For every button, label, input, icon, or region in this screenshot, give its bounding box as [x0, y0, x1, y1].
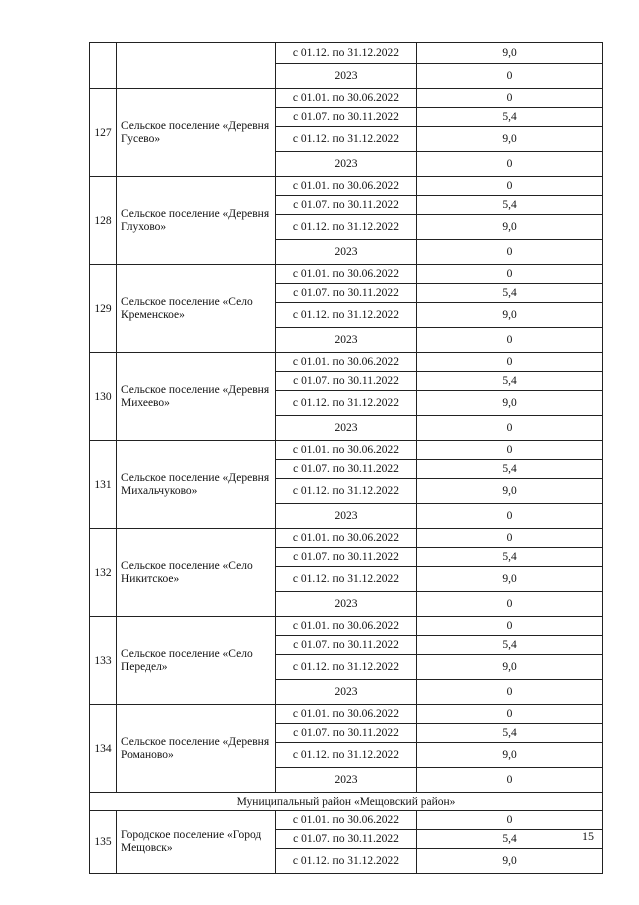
table-row — [90, 89, 603, 108]
value-cell: 9,0 — [417, 303, 603, 328]
period-cell: с 01.12. по 31.12.2022 — [276, 43, 417, 64]
value-cell: 0 — [417, 177, 603, 196]
period-cell: с 01.07. по 30.11.2022 — [276, 830, 417, 849]
value-cell: 0 — [417, 240, 603, 265]
value-cell: 5,4 — [417, 724, 603, 743]
value-cell: 0 — [417, 89, 603, 108]
table-row — [90, 441, 603, 460]
value-cell: 5,4 — [417, 460, 603, 479]
period-cell: с 01.01. по 30.06.2022 — [276, 177, 417, 196]
row-number: 134 — [90, 705, 117, 793]
tariff-table-body — [90, 43, 603, 874]
value-cell: 0 — [417, 152, 603, 177]
row-number: 127 — [90, 89, 117, 177]
period-cell: с 01.01. по 30.06.2022 — [276, 529, 417, 548]
period-cell: 2023 — [276, 680, 417, 705]
value-cell: 9,0 — [417, 43, 603, 64]
tariff-table — [89, 42, 603, 874]
row-number: 133 — [90, 617, 117, 705]
table-row — [90, 43, 603, 64]
value-cell: 5,4 — [417, 108, 603, 127]
value-cell: 9,0 — [417, 655, 603, 680]
period-cell: с 01.07. по 30.11.2022 — [276, 548, 417, 567]
table-row — [90, 705, 603, 724]
value-cell: 0 — [417, 705, 603, 724]
row-number: 130 — [90, 353, 117, 441]
value-cell: 0 — [417, 64, 603, 89]
page-number: 15 — [582, 829, 594, 843]
period-cell: с 01.07. по 30.11.2022 — [276, 196, 417, 215]
period-cell: с 01.07. по 30.11.2022 — [276, 372, 417, 391]
period-cell: с 01.12. по 31.12.2022 — [276, 127, 417, 152]
table-row — [90, 353, 603, 372]
section-title: Муниципальный район «Мещовский район» — [90, 793, 603, 811]
section-row — [90, 793, 603, 811]
settlement-name: Сельское поселение «Деревня Михальчуково» — [117, 441, 276, 529]
period-cell: с 01.01. по 30.06.2022 — [276, 617, 417, 636]
period-cell: с 01.01. по 30.06.2022 — [276, 265, 417, 284]
value-cell: 0 — [417, 265, 603, 284]
period-cell: 2023 — [276, 328, 417, 353]
period-cell: 2023 — [276, 64, 417, 89]
settlement-name: Сельское поселение «Деревня Гусево» — [117, 89, 276, 177]
period-cell: с 01.01. по 30.06.2022 — [276, 353, 417, 372]
period-cell: с 01.12. по 31.12.2022 — [276, 655, 417, 680]
value-cell: 5,4 — [417, 372, 603, 391]
settlement-name: Городское поселение «Город Мещовск» — [117, 811, 276, 874]
settlement-name: Сельское поселение «Деревня Глухово» — [117, 177, 276, 265]
period-cell: с 01.12. по 31.12.2022 — [276, 743, 417, 768]
table-row — [90, 617, 603, 636]
value-cell: 9,0 — [417, 127, 603, 152]
value-cell: 0 — [417, 617, 603, 636]
value-cell: 0 — [417, 592, 603, 617]
settlement-name: Сельское поселение «Деревня Михеево» — [117, 353, 276, 441]
period-cell: 2023 — [276, 240, 417, 265]
table-row — [90, 265, 603, 284]
row-number — [90, 43, 117, 89]
period-cell: с 01.12. по 31.12.2022 — [276, 391, 417, 416]
period-cell: 2023 — [276, 504, 417, 529]
value-cell: 0 — [417, 328, 603, 353]
row-number: 132 — [90, 529, 117, 617]
period-cell: с 01.07. по 30.11.2022 — [276, 636, 417, 655]
period-cell: с 01.01. по 30.06.2022 — [276, 811, 417, 830]
period-cell: с 01.01. по 30.06.2022 — [276, 441, 417, 460]
period-cell: с 01.12. по 31.12.2022 — [276, 303, 417, 328]
value-cell: 9,0 — [417, 849, 603, 874]
settlement-name: Сельское поселение «Село Никитское» — [117, 529, 276, 617]
period-cell: с 01.12. по 31.12.2022 — [276, 849, 417, 874]
period-cell: с 01.01. по 30.06.2022 — [276, 89, 417, 108]
period-cell: 2023 — [276, 152, 417, 177]
value-cell: 5,4 — [417, 548, 603, 567]
value-cell: 0 — [417, 416, 603, 441]
value-cell: 0 — [417, 811, 603, 830]
value-cell: 5,4 — [417, 284, 603, 303]
value-cell: 9,0 — [417, 215, 603, 240]
value-cell: 5,4 — [417, 196, 603, 215]
value-cell: 5,4 — [417, 830, 603, 849]
table-row — [90, 177, 603, 196]
table-row — [90, 529, 603, 548]
period-cell: 2023 — [276, 592, 417, 617]
row-number: 135 — [90, 811, 117, 874]
value-cell: 0 — [417, 353, 603, 372]
period-cell: с 01.12. по 31.12.2022 — [276, 479, 417, 504]
value-cell: 9,0 — [417, 567, 603, 592]
settlement-name — [117, 43, 276, 89]
period-cell: с 01.07. по 30.11.2022 — [276, 724, 417, 743]
period-cell: с 01.12. по 31.12.2022 — [276, 567, 417, 592]
period-cell: с 01.07. по 30.11.2022 — [276, 108, 417, 127]
row-number: 131 — [90, 441, 117, 529]
settlement-name: Сельское поселение «Село Передел» — [117, 617, 276, 705]
row-number: 129 — [90, 265, 117, 353]
period-cell: с 01.07. по 30.11.2022 — [276, 460, 417, 479]
value-cell: 5,4 — [417, 636, 603, 655]
period-cell: с 01.01. по 30.06.2022 — [276, 705, 417, 724]
value-cell: 0 — [417, 529, 603, 548]
period-cell: с 01.12. по 31.12.2022 — [276, 215, 417, 240]
value-cell: 0 — [417, 768, 603, 793]
settlement-name: Сельское поселение «Деревня Романово» — [117, 705, 276, 793]
value-cell: 9,0 — [417, 479, 603, 504]
row-number: 128 — [90, 177, 117, 265]
period-cell: 2023 — [276, 768, 417, 793]
table-row — [90, 811, 603, 830]
period-cell: с 01.07. по 30.11.2022 — [276, 284, 417, 303]
value-cell: 9,0 — [417, 743, 603, 768]
value-cell: 9,0 — [417, 391, 603, 416]
value-cell: 0 — [417, 504, 603, 529]
value-cell: 0 — [417, 680, 603, 705]
value-cell: 0 — [417, 441, 603, 460]
settlement-name: Сельское поселение «Село Кременское» — [117, 265, 276, 353]
period-cell: 2023 — [276, 416, 417, 441]
